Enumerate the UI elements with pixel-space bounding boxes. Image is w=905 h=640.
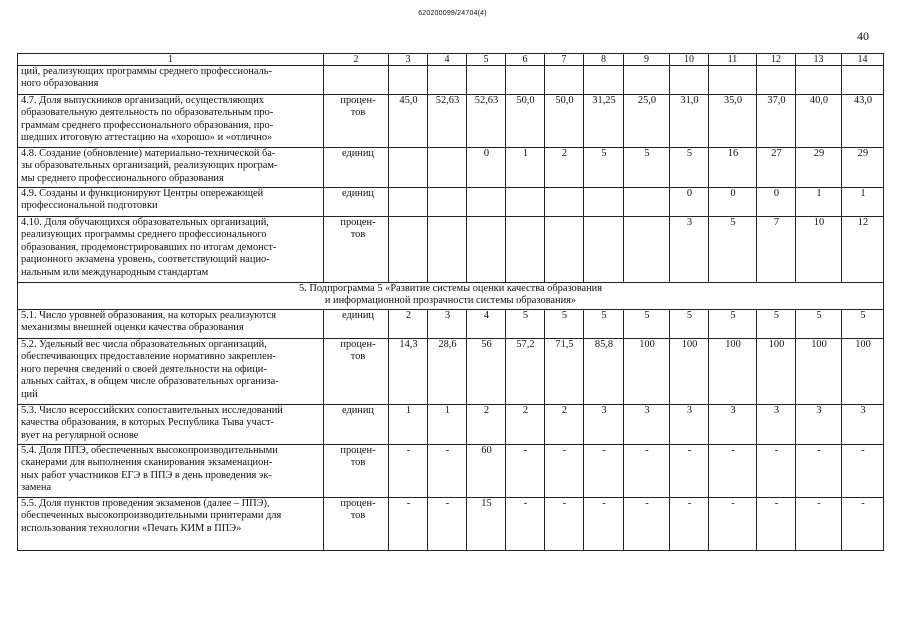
value-cell [428,66,467,95]
value-cell: - [670,445,709,498]
text-line: тов [350,107,366,119]
text-line: реализующих программы среднего профессионального [21,229,267,241]
value-cell: - [584,445,624,498]
header-row [18,54,884,66]
value-cell: - [796,445,842,498]
text-line: единиц [341,405,374,416]
value-cell [389,148,428,188]
text-line: единиц [341,188,374,199]
column-header: 2 [324,54,389,66]
column-header: 14 [842,54,884,66]
text-line: механизмы внешней оценки качества образования [21,322,244,334]
value-cell [506,66,545,95]
text-line: сканерами для выполнения сканирования экзаменацион- [21,457,273,469]
column-header: 7 [545,54,584,66]
value-cell: 50,0 [545,95,584,148]
value-cell: 5 [545,310,584,339]
text-line: нальным или международным стандартам [21,266,209,278]
value-cell: 7 [757,217,796,283]
unit-cell [324,498,389,551]
text-line: мы среднего профессионального образования [21,172,224,184]
value-cell: - [545,498,584,551]
value-cell: 27 [757,148,796,188]
value-cell: 5 [757,310,796,339]
text-line: 5.3. Число всероссийских сопоставительных исследований [21,405,283,416]
value-cell: 0 [670,188,709,217]
text-line: вует на регулярной основе [21,429,139,441]
text-line: и информационной прозрачности системы образования» [324,295,577,306]
indicator-cell [18,310,324,339]
value-cell: - [709,498,757,551]
indicator-cell [18,217,324,283]
value-cell: 40,0 [796,95,842,148]
text-line: граммам среднего профессионального образования, про- [21,119,274,131]
text-line: использования технологии «Печать КИМ в ППЭ» [21,522,242,534]
value-cell: 14,3 [389,339,428,405]
value-cell: 2 [506,405,545,445]
value-cell: 100 [670,339,709,405]
column-header: 9 [624,54,670,66]
value-cell: - [584,498,624,551]
value-cell [389,217,428,283]
value-cell [624,66,670,95]
text-line: рационного экзамена уровень, соответствующий нацио- [21,254,270,266]
value-cell: - [506,445,545,498]
unit-cell [324,405,389,445]
column-header: 12 [757,54,796,66]
value-cell: 5 [670,310,709,339]
value-cell: 5 [796,310,842,339]
value-cell: - [506,498,545,551]
unit-cell [324,188,389,217]
unit-cell [324,148,389,188]
value-cell: 1 [842,188,884,217]
column-header: 10 [670,54,709,66]
unit-cell [324,339,389,405]
column-header: 3 [389,54,428,66]
value-cell: 3 [670,405,709,445]
value-cell: 3 [670,217,709,283]
table-row [18,498,884,551]
text-line: ных работ участников ЕГЭ в ППЭ в день проведения эк- [21,469,272,481]
indicator-cell [18,95,324,148]
text-line: обеспеченных высокопроизводительными принтерами для [21,510,282,522]
text-line: образования, продемонстрировавших по итогам демонст- [21,241,277,253]
column-header: 6 [506,54,545,66]
text-line: тов [350,457,366,469]
page-number: 40 [857,29,869,43]
value-cell: 3 [428,310,467,339]
indicator-cell [18,445,324,498]
value-cell: 5 [670,148,709,188]
value-cell [506,188,545,217]
value-cell [545,66,584,95]
unit-cell [324,95,389,148]
value-cell: 71,5 [545,339,584,405]
table-row [18,95,884,148]
indicator-cell [18,498,324,551]
value-cell [796,66,842,95]
text-line: ций, реализующих программы среднего профессиональ- [21,66,272,77]
value-cell: 3 [709,405,757,445]
text-line: замена [21,482,52,494]
text-line: 4.8. Создание (обновление) материально-технической ба- [21,148,276,159]
value-cell: 2 [389,310,428,339]
value-cell: 2 [545,405,584,445]
column-header: 1 [18,54,324,66]
indicator-cell [18,188,324,217]
table-row [18,66,884,95]
indicator-cell [18,339,324,405]
value-cell: 57,2 [506,339,545,405]
value-cell: 5 [584,310,624,339]
value-cell: 5 [709,217,757,283]
value-cell [584,66,624,95]
table-row [18,445,884,498]
value-cell: - [624,445,670,498]
value-cell: 5 [842,310,884,339]
value-cell: 3 [757,405,796,445]
value-cell: 50,0 [506,95,545,148]
text-line: профессиональной подготовки [21,200,158,212]
text-line: обеспечивающих предоставление нормативно закреплен- [21,351,276,363]
indicator-cell [18,405,324,445]
value-cell: 31,25 [584,95,624,148]
value-cell: 0 [757,188,796,217]
value-cell: 2 [545,148,584,188]
value-cell: 52,63 [467,95,506,148]
table-row [18,188,884,217]
value-cell: 12 [842,217,884,283]
value-cell: 60 [467,445,506,498]
value-cell: 3 [842,405,884,445]
value-cell [624,188,670,217]
text-line: зы образовательных организаций, реализующих програм- [21,160,278,172]
value-cell [389,188,428,217]
column-header: 11 [709,54,757,66]
document-id: 620200099/24704(4) [418,10,487,17]
value-cell [584,217,624,283]
value-cell: 10 [796,217,842,283]
text-line: процен- [340,217,376,228]
value-cell [467,217,506,283]
value-cell: 5 [506,310,545,339]
text-line: единиц [341,310,374,321]
value-cell: 5 [624,310,670,339]
text-line: процен- [340,339,376,350]
text-line: образовательную деятельность по образовательным про- [21,107,274,119]
column-header: 8 [584,54,624,66]
text-line: тов [350,229,366,241]
value-cell: - [796,498,842,551]
value-cell: 35,0 [709,95,757,148]
value-cell: 3 [584,405,624,445]
table-row [18,217,884,283]
value-cell [545,217,584,283]
value-cell: - [842,445,884,498]
section-title [18,283,884,310]
value-cell [467,188,506,217]
text-line: процен- [340,445,376,456]
unit-cell [324,445,389,498]
value-cell: 29 [842,148,884,188]
text-line: 5.4. Доля ППЭ, обеспеченных высокопроизводительными [21,445,278,456]
value-cell: 29 [796,148,842,188]
value-cell: 3 [624,405,670,445]
text-line: качества образования, в которых Республика Тыва участ- [21,417,275,429]
text-line: альных сайтах, в общем числе образовательных организа- [21,376,279,388]
value-cell: 1 [506,148,545,188]
value-cell: - [389,498,428,551]
text-line: процен- [340,95,376,106]
text-line: ного перечня сведений о своей деятельности на офици- [21,363,267,375]
value-cell: - [670,498,709,551]
value-cell [757,66,796,95]
value-cell [709,66,757,95]
text-line: шедших итоговую аттестацию на «хорошо» и «отлично» [21,132,273,144]
value-cell: 100 [842,339,884,405]
text-line: 5. Подпрограмма 5 «Развитие системы оценки качества образования [299,283,602,294]
table-row [18,339,884,405]
value-cell: 100 [796,339,842,405]
value-cell: - [428,498,467,551]
text-line: 5.5. Доля пунктов проведения экзаменов (далее – ППЭ), [21,498,270,509]
value-cell: 5 [584,148,624,188]
value-cell: 31,0 [670,95,709,148]
value-cell: 56 [467,339,506,405]
value-cell: 1 [796,188,842,217]
text-line: 5.1. Число уровней образования, на которых реализуются [21,310,276,321]
value-cell: 85,8 [584,339,624,405]
value-cell: - [389,445,428,498]
value-cell [428,217,467,283]
value-cell [624,217,670,283]
text-line: 4.7. Доля выпускников организаций, осуществляющих [21,95,264,106]
value-cell: 2 [467,405,506,445]
column-header: 13 [796,54,842,66]
text-line: тов [350,351,366,363]
value-cell: - [842,498,884,551]
indicator-cell [18,66,324,95]
value-cell: - [757,445,796,498]
value-cell: 16 [709,148,757,188]
value-cell: - [545,445,584,498]
text-line: ного образования [21,78,99,90]
value-cell: 45,0 [389,95,428,148]
value-cell [545,188,584,217]
text-line: 5.2. Удельный вес числа образовательных организаций, [21,339,267,350]
value-cell: 52,63 [428,95,467,148]
value-cell: 100 [624,339,670,405]
value-cell: 28,6 [428,339,467,405]
unit-cell [324,217,389,283]
value-cell [584,188,624,217]
table-row [18,148,884,188]
value-cell: 1 [428,405,467,445]
table-row [18,405,884,445]
unit-cell [324,310,389,339]
indicators-table [17,53,884,551]
value-cell [428,188,467,217]
value-cell: - [428,445,467,498]
indicator-cell [18,148,324,188]
value-cell: 0 [467,148,506,188]
value-cell: 37,0 [757,95,796,148]
value-cell: - [709,445,757,498]
column-header: 5 [467,54,506,66]
value-cell: 100 [757,339,796,405]
value-cell: 5 [709,310,757,339]
value-cell: 5 [624,148,670,188]
value-cell: 3 [796,405,842,445]
value-cell: - [757,498,796,551]
unit-cell [324,66,389,95]
value-cell: 15 [467,498,506,551]
value-cell [670,66,709,95]
value-cell: 43,0 [842,95,884,148]
text-line: единиц [341,148,374,159]
column-header: 4 [428,54,467,66]
value-cell: 4 [467,310,506,339]
value-cell [389,66,428,95]
section-row [18,283,884,310]
value-cell: 1 [389,405,428,445]
value-cell: 0 [709,188,757,217]
text-line: ций [21,388,38,400]
value-cell: 25,0 [624,95,670,148]
value-cell [842,66,884,95]
text-line: 4.10. Доля обучающихся образовательных организаций, [21,217,269,228]
value-cell [506,217,545,283]
table-row [18,310,884,339]
value-cell: - [624,498,670,551]
text-line: процен- [340,498,376,509]
value-cell: 100 [709,339,757,405]
value-cell [428,148,467,188]
text-line: 4.9. Созданы и функционируют Центры опережающей [21,188,264,199]
value-cell [467,66,506,95]
text-line: тов [350,510,366,522]
